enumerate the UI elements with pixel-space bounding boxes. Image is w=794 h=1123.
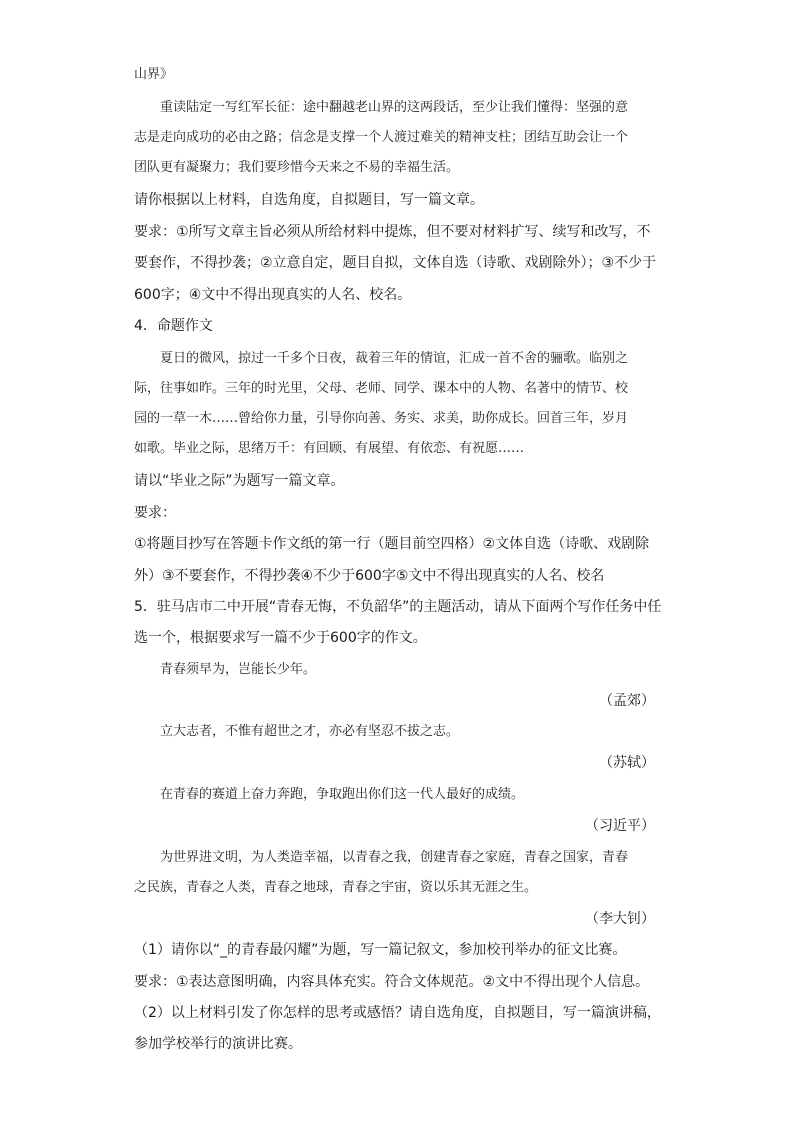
prompt-line: 请你根据以上材料，自选角度，自拟题目，写一篇文章。 bbox=[134, 192, 484, 208]
quote-line: 际，往事如昨。三年的时光里，父母、老师、同学、课本中的人物、名著中的情节、校 bbox=[134, 381, 629, 396]
quote-line: 园的一草一木……曾给你力量，引导你向善、务实、求美，助你成长。回首三年，岁月 bbox=[134, 411, 629, 426]
requirement-line: 600字；④文中不得出现真实的人名、校名。 bbox=[134, 287, 412, 303]
requirement-line: 外）③不要套作，不得抄袭④不少于600字⑤文中不得出现真实的人名、校名 bbox=[134, 568, 605, 584]
quote-line: 青春须早为，岂能长少年。 bbox=[160, 662, 317, 677]
quote-source: （孟郊） bbox=[599, 693, 655, 709]
quote-line: 重读陆定一写红军长征：途中翻越老山界的这两段话，至少让我们懂得：坚强的意 bbox=[160, 100, 629, 115]
requirement-line: 要套作，不得抄袭；②立意自定，题目自拟，文体自选（诗歌、戏剧除外）；③不少于 bbox=[134, 255, 657, 271]
quote-line: 如歌。毕业之际，思绪万千：有回顾、有展望、有依恋、有祝愿…… bbox=[134, 441, 525, 456]
task-line: （2）以上材料引发了你怎样的思考或感悟？请自选角度，自拟题目，写一篇演讲稿， bbox=[134, 1005, 661, 1021]
quote-line: 在青春的赛道上奋力奔跑，争取跑出你们这一代人最好的成绩。 bbox=[160, 787, 525, 802]
text-line: 山界》 bbox=[134, 67, 174, 82]
quote-line: 志是走向成功的必由之路；信念是支撑一个人渡过难关的精神支柱；团结互助会让一个 bbox=[134, 130, 629, 145]
requirement-label: 要求： bbox=[134, 505, 176, 521]
quote-line: 之民族，青春之人类，青春之地球，青春之宇宙，资以乐其无涯之生。 bbox=[134, 880, 538, 895]
quote-line: 立大志者，不惟有超世之才，亦必有坚忍不拔之志。 bbox=[160, 724, 460, 739]
quote-line: 为世界进文明，为人类造幸福，以青春之我，创建青春之家庭，青春之国家，青春 bbox=[160, 850, 629, 865]
quote-source: （苏轼） bbox=[599, 755, 655, 771]
quote-source: （李大钊） bbox=[585, 911, 655, 927]
requirement-line: 要求：①所写文章主旨必须从所给材料中提炼，但不要对材料扩写、续写和改写，不 bbox=[134, 224, 651, 240]
quote-line: 夏日的微风，掠过一千多个日夜，裁着三年的情谊，汇成一首不舍的骊歌。临别之 bbox=[160, 351, 629, 366]
prompt-line: 选一个，根据要求写一篇不少于600字的作文。 bbox=[134, 630, 427, 646]
section-heading: 4．命题作文 bbox=[134, 318, 213, 334]
task-line: （1）请你以“_的青春最闪耀”为题，写一篇记叙文，参加校刊举办的征文比赛。 bbox=[134, 942, 627, 958]
requirement-line: 要求：①表达意图明确，内容具体充实。符合文体规范。②文中不得出现个人信息。 bbox=[134, 974, 650, 990]
requirement-line: ①将题目抄写在答题卡作文纸的第一行（题目前空四格）②文体自选（诗歌、戏剧除 bbox=[134, 536, 650, 552]
quote-source: （习近平） bbox=[585, 818, 655, 834]
quote-line: 团队更有凝聚力；我们要珍惜今天来之不易的幸福生活。 bbox=[134, 160, 460, 175]
prompt-line: 请以“毕业之际”为题写一篇文章。 bbox=[134, 473, 345, 489]
task-line: 参加学校举行的演讲比赛。 bbox=[134, 1036, 302, 1052]
section-heading: 5．驻马店市二中开展“青春无悔，不负韶华”的主题活动，请从下面两个写作任务中任 bbox=[134, 599, 662, 615]
